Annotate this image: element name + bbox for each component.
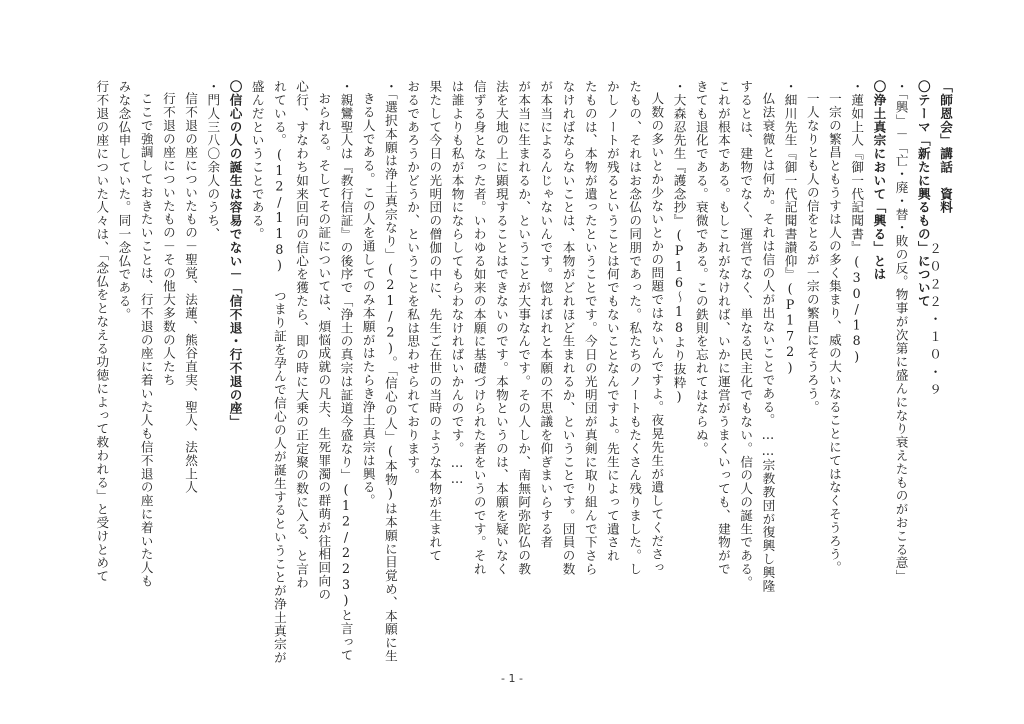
section-heading: 〇浄土真宗において「興る」とは [871,80,887,281]
text-line: するとは、建物でなく、運営でなく、単なる民主化でもない。信の人の誕生である。 [738,80,754,590]
text-line: たものは、本物が遺ったということです。今日の光明団が真剣に取り組んで下さら [582,80,598,576]
document-body [96,80,956,712]
text-line: 盛んだということである。 [249,80,265,241]
section-heading: 〇信心の人の誕生は容易でない－「信不退・行不退の座」 [227,80,243,429]
text-line: ここで強調しておきたいことは、行不退の座に着いた人も信不退の座に着いた人も [138,92,154,588]
document-title: 「師恩会」講話 資料 [938,80,953,214]
text-line: 行不退の座についた人々は、「念仏をとなえる功徳によって救われる」と受けとめて [94,80,110,583]
text-line: ・「選択本願は浄土真宗なり」(21/2)。「信心の人」(本物)は本願に目覚め、本願に生 [382,80,398,663]
text-line: が本当に生まれるか、ということが大事なんです。その人しか、南無阿弥陀仏の教 [516,80,532,576]
text-line: 一人なりとも人の信をとるが一宗の繁昌にそうろう。 [804,92,820,414]
text-line: ・門人三八〇余人のうち、 [205,80,221,241]
text-line: これが根本である。もしこれがなければ、いかに運営がうまくいっても、建物がで [715,80,731,576]
text-line: きる人である。この人を通してのみ本願がはたらき浄土真宗は興る。 [360,92,376,508]
text-line: たもの、それはお念仏の同朋であった。私たちのノートもたくさん残りました。し [627,80,643,576]
text-line: おるであろうかどうか、ということを私は思わせられております。 [405,80,421,482]
text-line: ・親鸞聖人は『教行信証』の後序で「浄土の真宗は証道今盛なり」(12/223)と言って [338,80,354,662]
text-line: きても退化である。衰微である。この鉄則を忘れてはならぬ。 [693,80,709,456]
text-line: 法を大地の上に顕現することはできないのです。本物というのは、本願を疑いなく [493,80,509,576]
text-line: ・細川先生『御一代記聞書讃仰』(P172) [782,80,798,376]
text-line: なければならないことは、本物がどれほど生まれるか、ということです。団員の数 [560,80,576,576]
text-line: 心行、すなわち如来回向の信心を獲たら、即の時に大乗の正定聚の数に入る、と言わ [294,80,310,590]
text-line: は誰よりも私が本物にならしてもらわなければいかんのです。…… [449,80,465,487]
section-heading: 〇テーマ「新たに興るもの」について [915,80,931,308]
text-line: 信不退の座についたもの－聖覚、法蓮、熊谷直実、聖人、法然上人 [183,92,199,494]
text-line: おられる。そしてその証については、煩悩成就の凡夫、生死罪濁の群萌が往相回向の [316,92,332,602]
text-line: れている。(12/118) つまり証を孕んで信心の人が誕生するということが浄土真宗が [271,80,287,665]
text-line: 人数の多いとか少ないとかの問題ではないんですよ。夜晃先生が遺してくださっ [649,92,665,575]
text-line: が本当によるんじゃないんです。惚れぼれと本願の不思議を仰ぎまいらする者 [538,80,554,549]
text-line: 信ずる身となった者。いわゆる如来の本願に基礎づけられた者をいうのです。それ [471,80,487,576]
text-line: ・大森忍先生『護念抄』(P16～18より抜粋) [671,80,687,405]
text-line: 仏法衰微とは何か。それは信の人が出ないことである。……宗教教団が復興し興隆 [760,92,776,593]
text-line: かしノートが残るということは何でもないことなんですよ。先生によって遺され [604,80,620,563]
text-line: ・蓮如上人『御一代記聞書』(30/18) [849,80,865,365]
document-date: ２０２２・１０・９ [927,242,942,401]
text-line: みな念仏申していた。同一念仏である。 [116,80,132,322]
page-number: - 1 - [501,672,523,685]
text-line: ・「興」－「亡・廃・替・敗の反。物事が次第に盛んになり衰えたものがおこる意」 [893,80,909,583]
text-line: 行不退の座についたもの－その他大多数の人たち [160,92,176,387]
text-line: 一宗の繁昌ともうすは人の多く集まり、威の大いなることにてはなくそうろう。 [826,92,842,575]
text-line: 果たして今日の光明団の僧伽の中に、先生ご在世の当時のような本物が生まれて [427,80,443,563]
